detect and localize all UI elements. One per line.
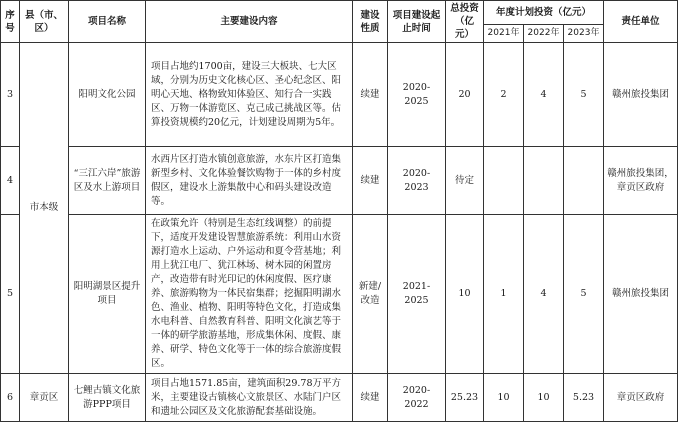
seq-cell: 5 xyxy=(1,215,20,374)
seq-cell: 4 xyxy=(1,147,20,215)
name-cell: 阳明文化公园 xyxy=(69,43,146,147)
seq-cell: 3 xyxy=(1,43,20,147)
y2022-cell: 10 xyxy=(524,374,564,422)
y2023-cell xyxy=(564,147,604,215)
header-total: 总投资（亿元） xyxy=(446,1,484,43)
table-row xyxy=(1,43,678,147)
header-2021: 2021年 xyxy=(484,25,524,43)
header-nature: 建设性质 xyxy=(353,1,388,43)
period-cell: 2021-2025 xyxy=(388,215,446,374)
period-cell: 2020-2022 xyxy=(388,374,446,422)
unit-cell: 赣州旅投集团 xyxy=(604,43,678,147)
name-cell: 阳明湖景区提升项目 xyxy=(69,215,146,374)
total-cell: 10 xyxy=(446,215,484,374)
header-content: 主要建设内容 xyxy=(146,1,353,43)
table-row xyxy=(1,374,678,422)
county-cell: 章贡区 xyxy=(20,374,69,422)
header-annual: 年度计划投资（亿元） xyxy=(484,1,604,25)
header-period: 项目建设起止时间 xyxy=(388,1,446,43)
y2022-cell xyxy=(524,147,564,215)
name-cell: 七鲤古镇文化旅游PPP项目 xyxy=(69,374,146,422)
unit-cell: 章贡区政府 xyxy=(604,374,678,422)
table-row xyxy=(1,215,678,374)
content-cell: 项目占地1571.85亩，建筑面积29.78万平方米，主要建设古镇核心文旅景区、水陆门户区和遗址公园区及文化旅游配套基础设施。 xyxy=(146,374,353,422)
y2023-cell: 5.23 xyxy=(564,374,604,422)
y2021-cell xyxy=(484,147,524,215)
header-unit: 责任单位 xyxy=(604,1,678,43)
content-cell: 在政策允许（特别是生态红线调整）的前提下，适度开发建设智慧旅游系统：利用山水资源打造水上运动、户外运动和夏令营基地；利用上犹江电厂、犹江林场、树木园的闲置房产，改造带有时光印记的休闲度假、医疗康养、旅游购物为一体民宿集群；挖掘阳明湖水色、渔业、植物、阳明等特色文化，打造成集水电科普、自然教育科普、阳明文化演艺等于一体的研学旅游基地，形成集休闲、度假、康养、研学、特色文化等于一体的综合旅游度假区。 xyxy=(146,215,353,374)
total-cell: 25.23 xyxy=(446,374,484,422)
header-name: 项目名称 xyxy=(69,1,146,43)
nature-cell: 新建/改造 xyxy=(353,215,388,374)
nature-cell: 续建 xyxy=(353,43,388,147)
nature-cell: 续建 xyxy=(353,374,388,422)
seq-cell: 6 xyxy=(1,374,20,422)
total-cell: 待定 xyxy=(446,147,484,215)
y2023-cell: 5 xyxy=(564,43,604,147)
total-cell: 20 xyxy=(446,43,484,147)
nature-cell: 续建 xyxy=(353,147,388,215)
content-cell: 水西片区打造水镇创意旅游，水东片区打造集新型乡村、文化体验餐饮购物于一体的乡村度假区，建设水上游集散中心和码头建设改造等。 xyxy=(146,147,353,215)
name-cell: “三江六岸”旅游区及水上游项目 xyxy=(69,147,146,215)
table-header xyxy=(1,1,678,43)
unit-cell: 赣州旅投集团 xyxy=(604,215,678,374)
header-county: 县（市、区） xyxy=(20,1,69,43)
header-2023: 2023年 xyxy=(564,25,604,43)
y2021-cell: 1 xyxy=(484,215,524,374)
table-row xyxy=(1,147,678,215)
unit-cell: 赣州旅投集团，章贡区政府 xyxy=(604,147,678,215)
y2022-cell: 4 xyxy=(524,43,564,147)
period-cell: 2020-2025 xyxy=(388,43,446,147)
header-seq: 序号 xyxy=(1,1,20,43)
county-cell: 市本级 xyxy=(20,43,69,374)
y2021-cell: 10 xyxy=(484,374,524,422)
content-cell: 项目占地约1700亩，建设三大板块、七大区域，分别为历史文化核心区、圣心纪念区、阳明心天地、格物致知体验区、知行合一实践区、万物一体游览区、克己成己挑战区等。估算投资规模约20亿元，计划建设周期为5年。 xyxy=(146,43,353,147)
period-cell: 2020-2023 xyxy=(388,147,446,215)
y2022-cell: 4 xyxy=(524,215,564,374)
header-2022: 2022年 xyxy=(524,25,564,43)
y2023-cell: 5 xyxy=(564,215,604,374)
y2021-cell: 2 xyxy=(484,43,524,147)
